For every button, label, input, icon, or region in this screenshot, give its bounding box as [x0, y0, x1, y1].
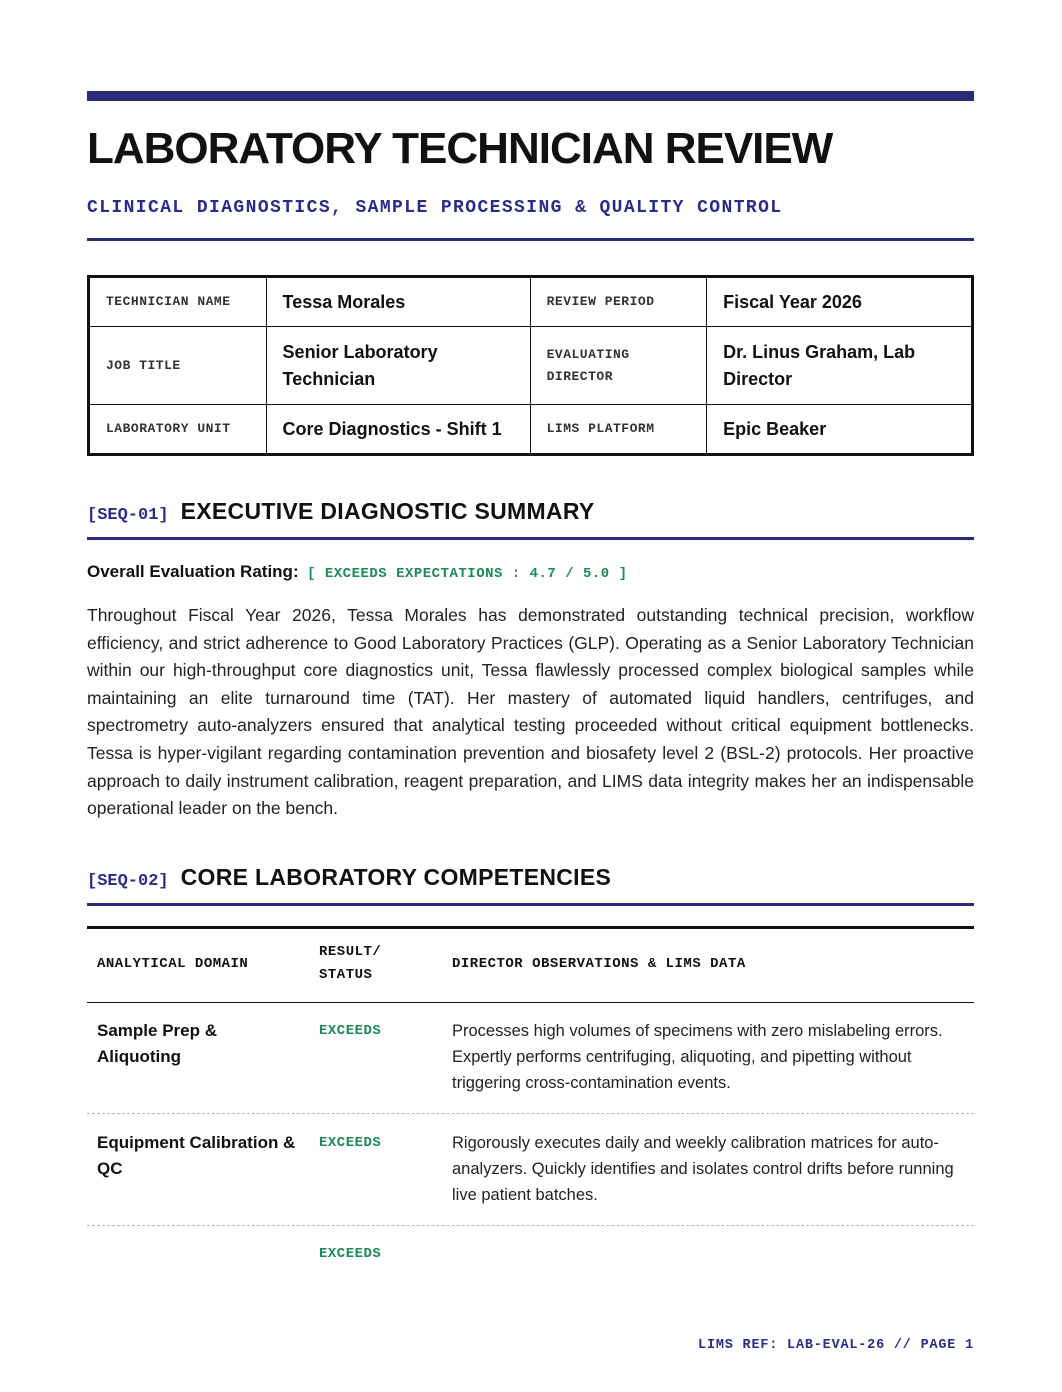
- info-row: [89, 405, 973, 455]
- technician-info-table: [87, 275, 974, 456]
- row-domain: Sample Prep & Aliquoting: [97, 1021, 217, 1066]
- executive-summary-text: Throughout Fiscal Year 2026, Tessa Morales has demonstrated outstanding technical precision, workflow efficiency, and strict adherence to Good Laboratory Practices (GLP). Operating as a Senior Laboratory Technician within our high-throughput core diagnostics unit, Tessa flawlessly processed complex biological samples while maintaining an elite turnaround time (TAT). Her mastery of automated liquid handlers, centrifuges, and spectrometry auto-analyzers ensured that analytical testing proceeded without critical equipment bottlenecks. Tessa is hyper-vigilant regarding contamination prevention and biosafety level 2 (BSL-2) protocols. Her proactive approach to daily instrument calibration, reagent preparation, and LIMS data integrity makes her an indispensable operational leader on the bench.: [87, 605, 974, 819]
- laboratory-unit-value: Core Diagnostics - Shift 1: [266, 405, 530, 455]
- section-1-title: EXECUTIVE DIAGNOSTIC SUMMARY: [180, 498, 595, 524]
- status-badge: EXCEEDS: [319, 1135, 382, 1151]
- section-1-heading: [87, 498, 595, 525]
- table-top-border: [87, 926, 974, 929]
- technician-name-label: TECHNICIAN NAME: [89, 277, 267, 327]
- review-period-label: REVIEW PERIOD: [530, 277, 707, 327]
- column-header-status: RESULT/ STATUS: [319, 944, 382, 983]
- section-2-heading: [87, 864, 611, 891]
- laboratory-unit-label: LABORATORY UNIT: [89, 405, 267, 455]
- lims-platform-label: LIMS PLATFORM: [530, 405, 707, 455]
- rating-value: [ EXCEEDS EXPECTATIONS : 4.7 / 5.0 ]: [307, 566, 628, 582]
- status-badge: EXCEEDS: [319, 1023, 382, 1039]
- section-2-tag: [SEQ-02]: [87, 872, 169, 891]
- section-2-divider: [87, 903, 974, 906]
- info-row: [89, 327, 973, 405]
- section-1-divider: [87, 537, 974, 540]
- info-row: [89, 277, 973, 327]
- status-badge: EXCEEDS: [319, 1246, 382, 1262]
- evaluating-director-value: Dr. Linus Graham, Lab Director: [707, 327, 973, 405]
- job-title-label: JOB TITLE: [89, 327, 267, 405]
- overall-rating: [87, 562, 628, 582]
- row-observations: Rigorously executes daily and weekly calibration matrices for auto-analyzers. Quickly identifies and isolates control drifts before running live patient batches.: [452, 1134, 954, 1204]
- column-header-domain: ANALYTICAL DOMAIN: [97, 956, 249, 972]
- section-2-title: CORE LABORATORY COMPETENCIES: [180, 864, 612, 890]
- row-divider: [87, 1113, 974, 1114]
- page-footer-reference: LIMS REF: LAB-EVAL-26 // PAGE 1: [698, 1338, 974, 1353]
- header-accent-bar: [87, 91, 974, 101]
- job-title-value: Senior Laboratory Technician: [266, 327, 530, 405]
- row-observations: Processes high volumes of specimens with zero mislabeling errors. Expertly performs centrifuging, aliquoting, and pipetting without triggering cross-contamination events.: [452, 1022, 943, 1092]
- review-period-value: Fiscal Year 2026: [707, 277, 973, 327]
- page-subtitle: CLINICAL DIAGNOSTICS, SAMPLE PROCESSING & QUALITY CONTROL: [87, 198, 783, 218]
- page-title: LABORATORY TECHNICIAN REVIEW: [87, 124, 833, 173]
- header-divider: [87, 238, 974, 241]
- row-divider: [87, 1225, 974, 1226]
- rating-label: Overall Evaluation Rating:: [87, 562, 299, 581]
- evaluating-director-label: EVALUATING DIRECTOR: [530, 327, 707, 405]
- column-header-observations: DIRECTOR OBSERVATIONS & LIMS DATA: [452, 956, 746, 972]
- table-header-divider: [87, 1002, 974, 1003]
- lims-platform-value: Epic Beaker: [707, 405, 973, 455]
- row-domain: Equipment Calibration & QC: [97, 1133, 296, 1178]
- technician-name-value: Tessa Morales: [266, 277, 530, 327]
- section-1-tag: [SEQ-01]: [87, 506, 169, 525]
